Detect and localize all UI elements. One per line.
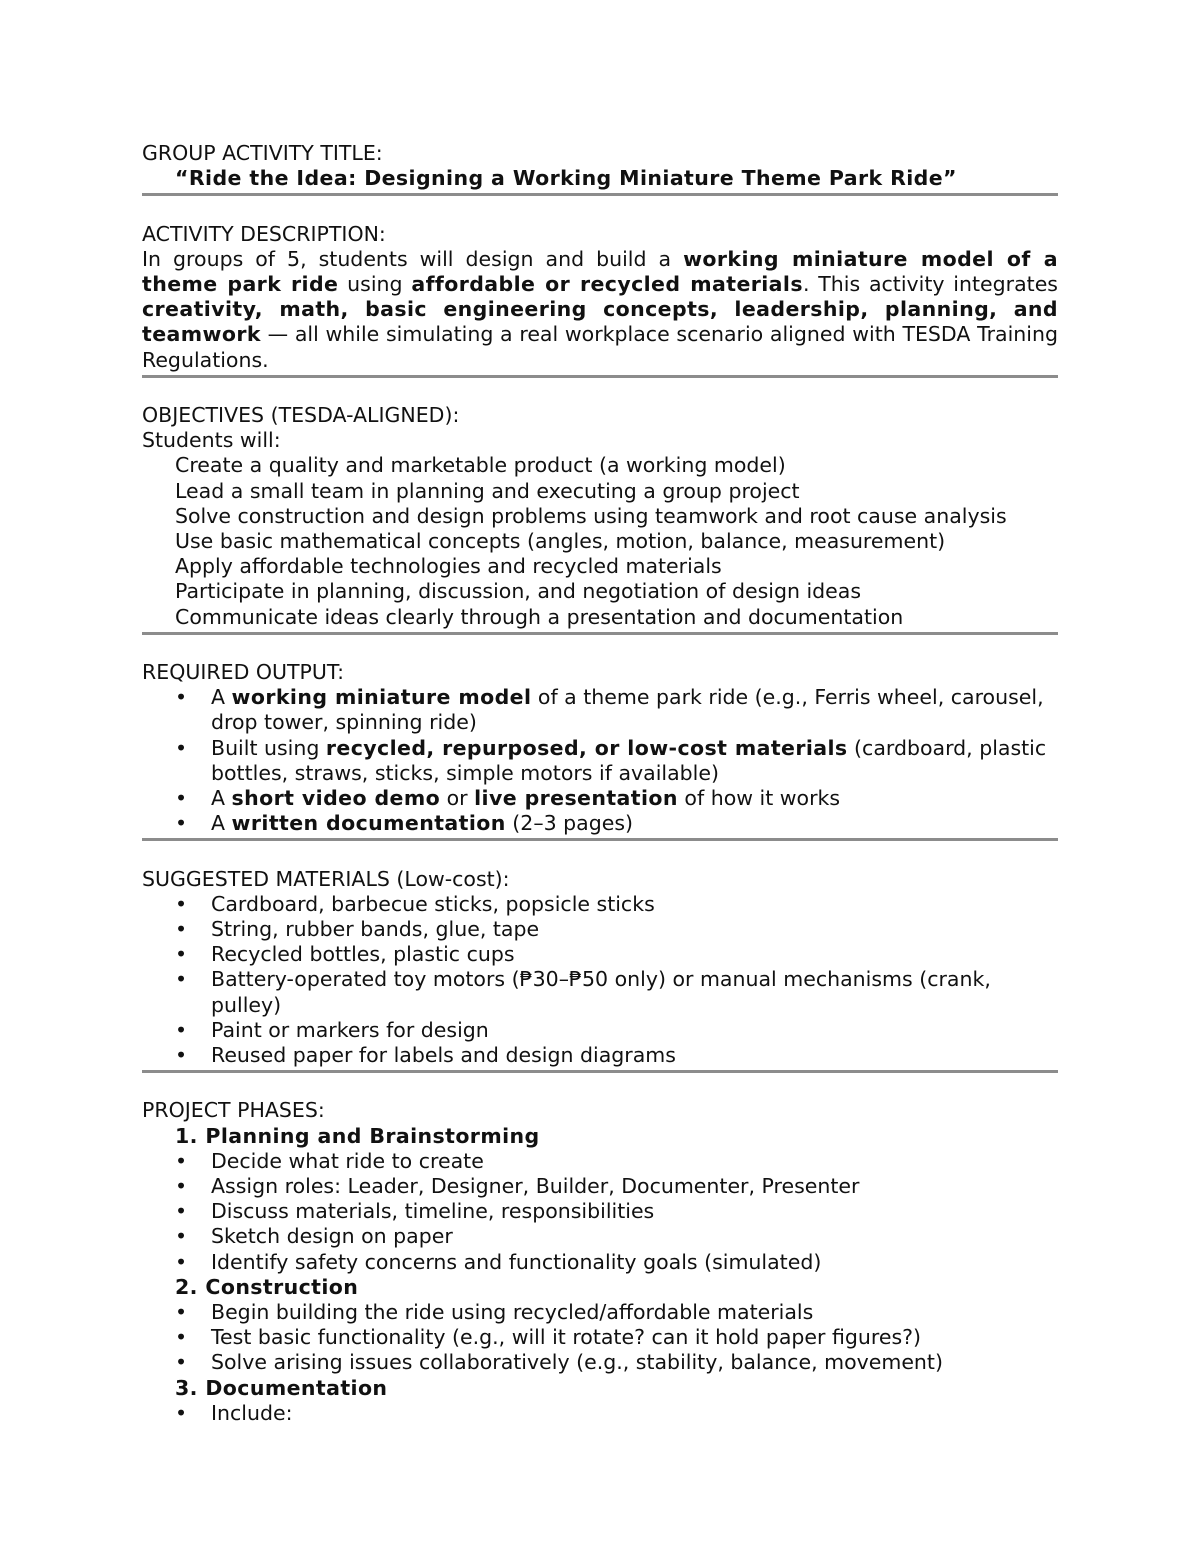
- list-item: • String, rubber bands, glue, tape: [175, 917, 540, 942]
- objective-item: Solve construction and design problems using teamwork and root cause analysis: [175, 503, 1007, 528]
- list-item: • Built using recycled, repurposed, or low-cost materials (cardboard, plastic bottles, straws, sticks, simple motors if available): [175, 735, 1047, 785]
- list-item: • A written documentation (2–3 pages): [175, 811, 634, 836]
- objective-item: Lead a small team in planning and executing a group project: [175, 478, 800, 503]
- materials-list: [142, 892, 1058, 1068]
- bullet-icon: •: [175, 1043, 188, 1068]
- objective-item: Create a quality and marketable product (a working model): [175, 453, 786, 478]
- objective-item: Communicate ideas clearly through a presentation and documentation: [175, 604, 904, 629]
- bullet-icon: •: [175, 1400, 188, 1425]
- list-item: • Begin building the ride using recycled/affordable materials: [175, 1300, 814, 1325]
- bullet-icon: •: [175, 942, 188, 967]
- objective-item: Apply affordable technologies and recycled materials: [175, 554, 722, 579]
- list-item: • Paint or markers for design: [175, 1017, 489, 1042]
- list-item: • A working miniature model of a theme park ride (e.g., Ferris wheel, carousel, drop tower, spinning ride): [175, 685, 1044, 735]
- bullet-icon: •: [175, 685, 188, 710]
- list-item: • Reused paper for labels and design diagrams: [175, 1043, 676, 1068]
- list-item: • Discuss materials, timeline, responsibilities: [175, 1199, 655, 1224]
- list-item: • Identify safety concerns and functionality goals (simulated): [175, 1249, 822, 1274]
- list-item: • Test basic functionality (e.g., will it rotate? can it hold paper figures?): [175, 1325, 922, 1350]
- materials-heading: SUGGESTED MATERIALS (Low-cost):: [142, 866, 510, 891]
- bullet-icon: •: [175, 1350, 188, 1375]
- phases-heading: PROJECT PHASES:: [142, 1098, 325, 1123]
- description-bold-3: creativity, math, basic engineering concepts, leadership, planning, and teamwork: [142, 297, 1058, 347]
- bullet-icon: •: [175, 1249, 188, 1274]
- description-bold-1: working miniature model of a theme park ride: [142, 246, 1058, 296]
- document-page: [142, 141, 1058, 1426]
- bullet-icon: •: [175, 967, 188, 992]
- description-paragraph: [142, 247, 1058, 373]
- required-output-heading: REQUIRED OUTPUT:: [142, 660, 345, 685]
- required-output-list: [142, 685, 1058, 836]
- bullet-icon: •: [175, 1017, 188, 1042]
- objectives-intro: Students will:: [142, 428, 281, 453]
- phase-list: [142, 1401, 1058, 1426]
- phase-title: 3. Documentation: [175, 1375, 388, 1400]
- title-heading: GROUP ACTIVITY TITLE:: [142, 141, 383, 165]
- list-item: • Recycled bottles, plastic cups: [175, 942, 515, 967]
- activity-title: [142, 166, 1058, 191]
- list-item: • Battery-operated toy motors (₱30–₱50 only) or manual mechanisms (crank, pulley): [175, 967, 991, 1017]
- description-text-2: using: [338, 272, 412, 296]
- objective-item: Participate in planning, discussion, and negotiation of design ideas: [175, 579, 862, 604]
- phase-list: [142, 1149, 1058, 1275]
- bullet-icon: •: [175, 1224, 188, 1249]
- description-text-3: . This activity integrates: [802, 272, 1058, 296]
- bullet-icon: •: [175, 1199, 188, 1224]
- bullet-icon: •: [175, 917, 188, 942]
- list-item: • Sketch design on paper: [175, 1224, 453, 1249]
- description-bold-2: affordable or recycled materials: [411, 272, 803, 296]
- bullet-icon: •: [175, 1148, 188, 1173]
- description-heading: ACTIVITY DESCRIPTION:: [142, 221, 386, 246]
- objective-item: Use basic mathematical concepts (angles, motion, balance, measurement): [175, 529, 946, 554]
- list-item: • A short video demo or live presentation of how it works: [175, 786, 841, 811]
- phase-title: 2. Construction: [175, 1274, 359, 1299]
- phase-list: [142, 1300, 1058, 1376]
- activity-title-text: “Ride the Idea: Designing a Working Miniature Theme Park Ride”: [175, 166, 957, 191]
- list-item: • Decide what ride to create: [175, 1148, 484, 1173]
- list-item: • Cardboard, barbecue sticks, popsicle sticks: [175, 891, 655, 916]
- bullet-icon: •: [175, 786, 188, 811]
- bullet-icon: •: [175, 1174, 188, 1199]
- description-text-1: In groups of 5, students will design and build a: [142, 246, 684, 271]
- bullet-icon: •: [175, 1325, 188, 1350]
- list-item: • Solve arising issues collaboratively (e.g., stability, balance, movement): [175, 1350, 943, 1375]
- bullet-icon: •: [175, 1300, 188, 1325]
- description-text-4: — all while simulating a real workplace scenario aligned with TESDA Training Regulations.: [142, 322, 1058, 372]
- bullet-icon: •: [175, 735, 188, 760]
- list-item: • Assign roles: Leader, Designer, Builder, Documenter, Presenter: [175, 1174, 860, 1199]
- phase-title: 1. Planning and Brainstorming: [175, 1123, 540, 1148]
- list-item: • Include:: [175, 1400, 293, 1425]
- bullet-icon: •: [175, 891, 188, 916]
- objectives-heading: OBJECTIVES (TESDA-ALIGNED):: [142, 403, 460, 427]
- bullet-icon: •: [175, 811, 188, 836]
